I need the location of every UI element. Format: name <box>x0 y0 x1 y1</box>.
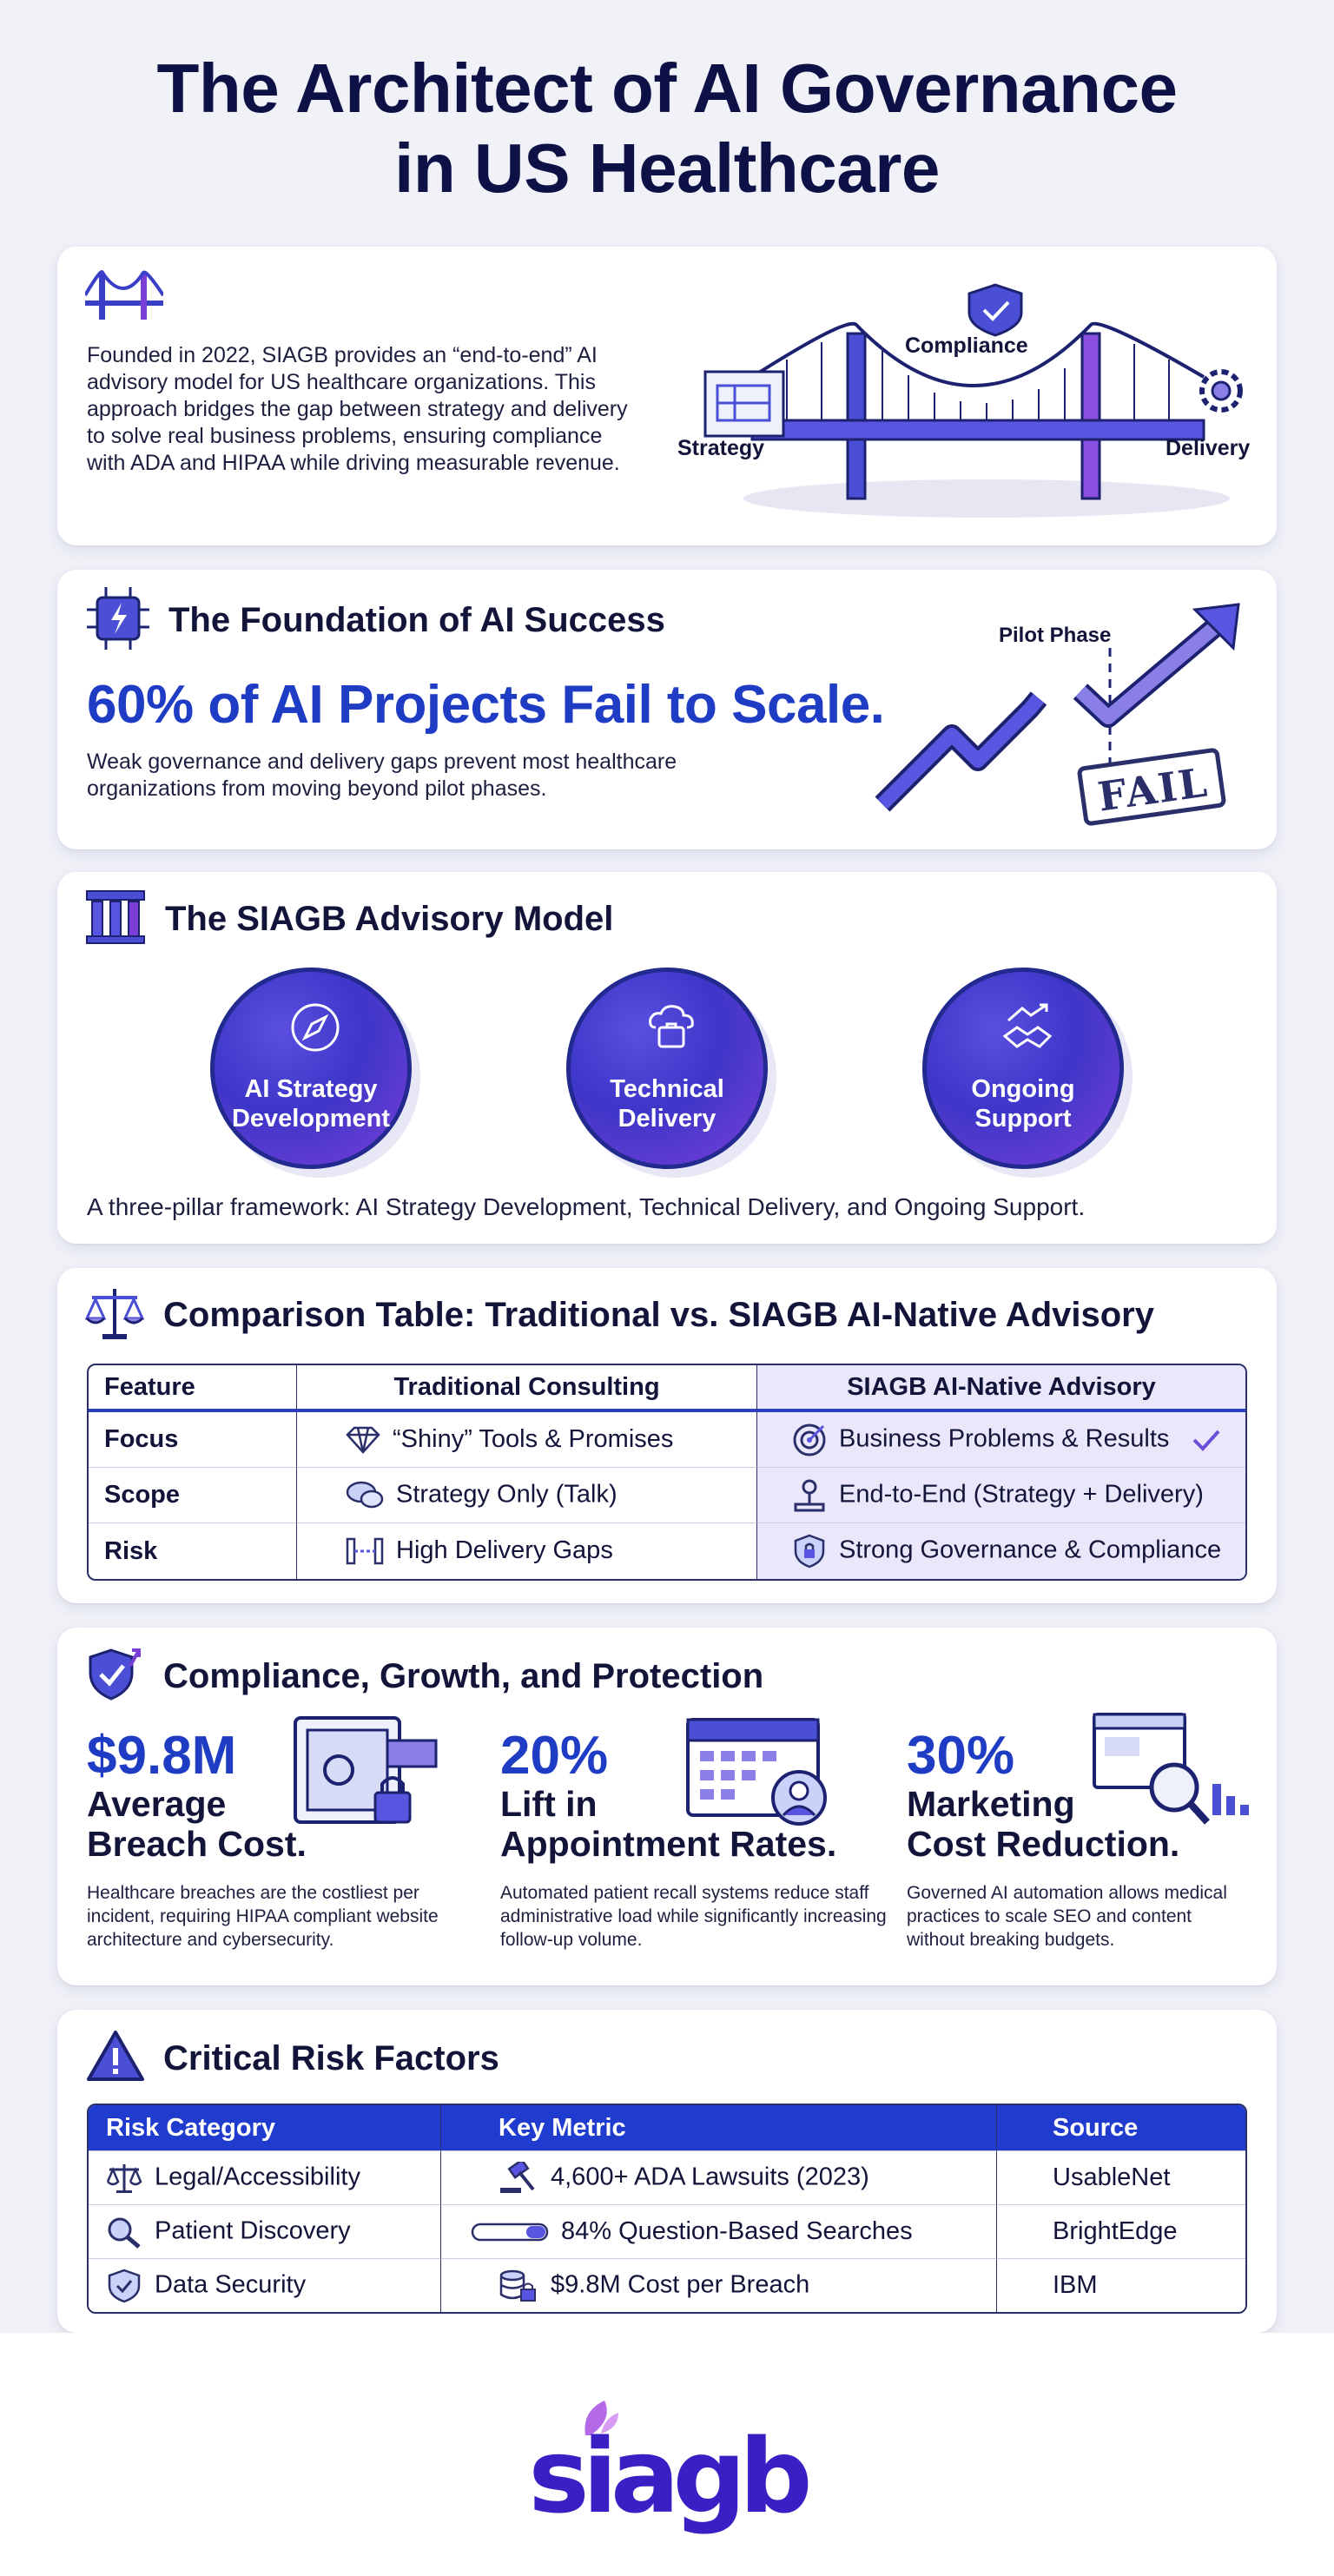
pillar-ongoing-support: Ongoing Support <box>922 968 1124 1169</box>
pillar-technical-delivery: Technical Delivery <box>566 968 768 1169</box>
shield-check-icon <box>85 1645 144 1704</box>
stat-description: Automated patient recall systems reduce staff administrative load while significantly increasing follow-up volume. <box>500 1883 887 1950</box>
stat-label: Lift in Appointment Rates. <box>500 1784 837 1864</box>
pilot-phase-label: Pilot Phase <box>999 624 1112 647</box>
warning-icon <box>85 2029 146 2083</box>
safe-icon <box>292 1714 448 1845</box>
table-row: Data Security $9.8M Cost per Breach IBM <box>89 2258 1245 2312</box>
risk-title: Critical Risk Factors <box>163 2039 499 2077</box>
table-row: Scope Strategy Only (Talk) End-to-End (Strategy + Delivery) <box>89 1468 1245 1523</box>
table-row: Patient Discovery 84% Question-Based Searches BrightEdge <box>89 2204 1245 2258</box>
stat-label: Marketing Cost Reduction. <box>907 1784 1180 1864</box>
bridge-illustration <box>700 281 1256 525</box>
stat-value: 30% <box>907 1726 1015 1786</box>
table-header-row: Risk Category Key Metric Source <box>89 2105 1245 2150</box>
table-row: Focus “Shiny” Tools & Promises Business Problems & Results <box>89 1412 1245 1468</box>
shield-lock-icon <box>792 1534 827 1569</box>
diamond-icon <box>346 1426 380 1454</box>
foundation-card <box>57 570 1277 849</box>
table-row: Risk High Delivery Gaps Strong Governance & Compliance <box>89 1523 1245 1579</box>
magnifier-analytics-icon <box>1091 1711 1256 1833</box>
compass-icon <box>289 1001 341 1054</box>
comparison-table <box>87 1364 1247 1581</box>
checkmark-icon <box>1192 1428 1221 1452</box>
intro-card <box>57 247 1277 545</box>
cloud-briefcase-icon <box>645 1001 697 1054</box>
stat-value: $9.8M <box>87 1726 237 1786</box>
speech-bubble-icon <box>346 1480 384 1511</box>
handshake-icon <box>1001 1001 1053 1054</box>
stat-value: 20% <box>500 1726 609 1786</box>
foundation-title: The Foundation of AI Success <box>168 601 665 639</box>
advisory-model-title: The SIAGB Advisory Model <box>165 900 614 938</box>
foundation-text: Weak governance and delivery gaps prevent most healthcare organizations from moving beyond pilot phases. <box>87 750 677 801</box>
search-bar-icon <box>471 2221 549 2243</box>
gavel-icon <box>499 2162 538 2195</box>
table-row: Legal/Accessibility 4,600+ ADA Lawsuits (2023) UsableNet <box>89 2150 1245 2204</box>
shield-check-icon <box>106 2269 142 2303</box>
bridge-label-strategy: Strategy <box>677 436 765 460</box>
gap-icon <box>346 1536 384 1566</box>
comparison-title: Comparison Table: Traditional vs. SIAGB AI-Native Advisory <box>163 1296 1154 1334</box>
database-lock-icon <box>499 2269 538 2303</box>
stat-label: Average Breach Cost. <box>87 1784 307 1864</box>
compliance-card <box>57 1628 1277 1985</box>
bridge-icon <box>85 269 163 323</box>
pillar-ai-strategy: AI Strategy Development <box>210 968 412 1169</box>
risk-table <box>87 2104 1247 2314</box>
stat-description: Governed AI automation allows medical practices to scale SEO and content without breaking budgets. <box>907 1883 1227 1950</box>
fail-stamp: FAIL <box>1094 758 1212 821</box>
intro-text: Founded in 2022, SIAGB provides an “end-to-end” AI advisory model for US healthcare organizations. This approach bridges the gap between strategy and delivery to solve real business problems, ensuring compliance with ADA and HIPAA while driving measurable revenue. <box>87 343 628 475</box>
bridge-label-compliance: Compliance <box>905 334 1028 358</box>
advisory-model-card <box>57 872 1277 1244</box>
chip-icon <box>85 585 151 651</box>
bridge-label-delivery: Delivery <box>1166 436 1251 460</box>
pillars-icon <box>85 889 146 945</box>
stat-description: Healthcare breaches are the costliest per incident, requiring HIPAA compliant website architecture and cybersecurity. <box>87 1883 439 1950</box>
scales-icon <box>106 2163 142 2194</box>
table-header-row: Feature Traditional Consulting SIAGB AI-Native Advisory <box>89 1365 1245 1412</box>
page-title: The Architect of AI Governance in US Healthcare <box>156 50 1178 207</box>
compliance-title: Compliance, Growth, and Protection <box>163 1657 764 1695</box>
target-icon <box>792 1423 827 1457</box>
scales-icon <box>85 1285 144 1341</box>
foundation-headline: 60% of AI Projects Fail to Scale. <box>87 675 885 735</box>
siagb-logo: siagb <box>528 2416 806 2536</box>
comparison-card <box>57 1268 1277 1603</box>
risk-card <box>57 2010 1277 2333</box>
calendar-user-icon <box>683 1707 839 1838</box>
joystick-icon <box>792 1478 827 1513</box>
advisory-model-caption: A three-pillar framework: AI Strategy Development, Technical Delivery, and Ongoing Support. <box>87 1193 1086 1220</box>
footer <box>0 2333 1334 2576</box>
search-icon <box>106 2216 142 2249</box>
